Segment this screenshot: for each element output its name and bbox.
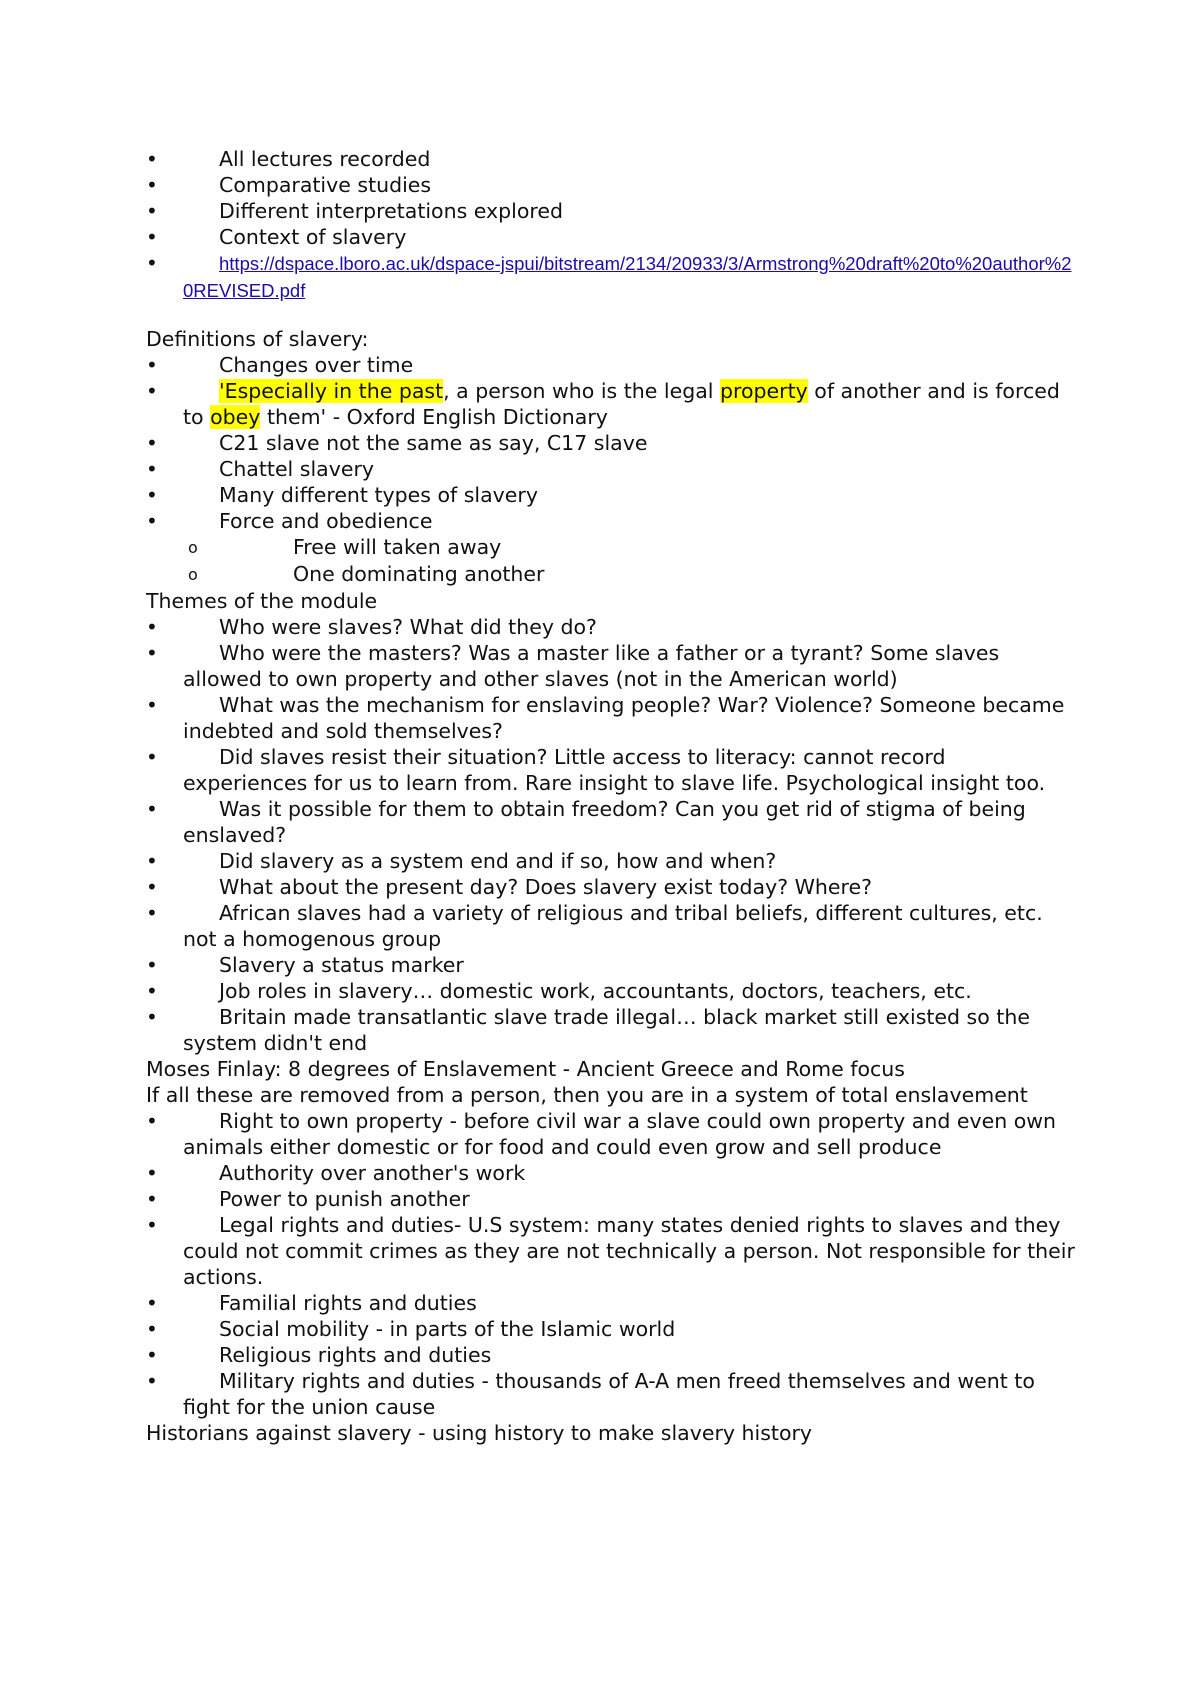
bullet-icon: •: [146, 849, 158, 873]
bullet-icon: •: [146, 1005, 158, 1029]
list-item: • Familial rights and duties: [146, 1291, 477, 1315]
bullet-icon: •: [146, 1291, 158, 1315]
closing-line: Historians against slavery - using history to make slavery history: [146, 1421, 813, 1445]
bullet-icon: •: [146, 1369, 158, 1393]
list-item: • Did slavery as a system end and if so, how and when?: [146, 849, 777, 873]
bullet-icon: •: [146, 483, 158, 507]
list-item: • Britain made transatlantic slave trade illegal… black market still existed so the system didn't end: [146, 1005, 1030, 1055]
list-item: • Comparative studies: [146, 173, 432, 197]
highlight: obey: [210, 405, 261, 429]
bullet-icon: •: [146, 1213, 158, 1237]
list-item: • Legal rights and duties- U.S system: many states denied rights to slaves and they could not commit crimes as they are not technically a person. Not responsible for their actions.: [146, 1213, 1075, 1289]
reference-link[interactable]: https://dspace.lboro.ac.uk/dspace-jspui/bitstream/2134/20933/3/Armstrong%20draft%20to%20author%20REVISED.pdf: [183, 253, 1072, 301]
notes-body: [146, 146, 1076, 1446]
section-heading: Themes of the module: [146, 589, 378, 613]
list-item: • Did slaves resist their situation? Little access to literacy: cannot record experiences for us to learn from. Rare insight to slave life. Psychological insight too.: [146, 745, 1046, 795]
list-item: • Changes over time: [146, 353, 414, 377]
bullet-icon: •: [146, 1317, 158, 1341]
list-item: • Who were the masters? Was a master like a father or a tyrant? Some slaves allowed to own property and other slaves (not in the American world): [146, 641, 1000, 691]
bullet-icon: •: [146, 901, 158, 925]
bullet-icon: •: [146, 615, 158, 639]
bullet-icon: •: [146, 745, 158, 769]
list-item: • Slavery a status marker: [146, 953, 464, 977]
bullet-icon: •: [146, 147, 158, 171]
list-item: • Context of slavery: [146, 225, 407, 249]
bullet-icon: •: [146, 1109, 158, 1133]
list-item: • Was it possible for them to obtain freedom? Can you get rid of stigma of being enslaved?: [146, 797, 1026, 847]
bullet-icon: •: [146, 251, 158, 275]
list-item: • C21 slave not the same as say, C17 slave: [146, 431, 648, 455]
bullet-icon: •: [146, 509, 158, 533]
list-item: • Job roles in slavery… domestic work, accountants, doctors, teachers, etc.: [146, 979, 972, 1003]
finlay-list: [146, 1108, 1076, 1420]
oed-definition: 'Especially in the past, a person who is the legal property of another and is forced to obey them' - Oxford English Dictionary: [183, 379, 1060, 429]
bullet-icon: •: [146, 225, 158, 249]
bullet-icon: •: [146, 1187, 158, 1211]
list-item: • Many different types of slavery: [146, 483, 538, 507]
paragraph: If all these are removed from a person, then you are in a system of total enslavement: [146, 1083, 1028, 1107]
list-item: • Who were slaves? What did they do?: [146, 615, 597, 639]
themes-list: [146, 614, 1076, 1056]
list-item: • Right to own property - before civil war a slave could own property and even own animals either domestic or for food and could even grow and sell produce: [146, 1109, 1057, 1159]
list-item: • Different interpretations explored: [146, 199, 564, 223]
list-item: • What was the mechanism for enslaving people? War? Violence? Someone became indebted and sold themselves?: [146, 693, 1065, 743]
list-item: • Power to punish another: [146, 1187, 470, 1211]
bullet-icon: •: [146, 875, 158, 899]
bullet-icon: •: [146, 379, 158, 403]
bullet-icon: •: [146, 199, 158, 223]
list-item: • Social mobility - in parts of the Islamic world: [146, 1317, 676, 1341]
highlight: property: [720, 379, 808, 403]
list-item: • Chattel slavery: [146, 457, 375, 481]
section-heading: Definitions of slavery:: [146, 327, 369, 351]
section-heading: Moses Finlay: 8 degrees of Enslavement - Ancient Greece and Rome focus: [146, 1057, 905, 1081]
bullet-icon: •: [146, 693, 158, 717]
bullet-icon: •: [146, 1161, 158, 1185]
highlight: 'Especially in the past: [219, 379, 444, 403]
sub-bullet-icon: o: [188, 538, 198, 557]
list-item: • Authority over another's work: [146, 1161, 526, 1185]
bullet-icon: •: [146, 431, 158, 455]
bullet-icon: •: [146, 1343, 158, 1367]
bullet-icon: •: [146, 353, 158, 377]
bullet-icon: •: [146, 641, 158, 665]
list-item: [146, 250, 1076, 304]
list-item: • All lectures recorded: [146, 147, 431, 171]
bullet-icon: •: [146, 797, 158, 821]
list-item: • Military rights and duties - thousands of A-A men freed themselves and went to fight for the union cause: [146, 1369, 1035, 1419]
list-item: • African slaves had a variety of religious and tribal beliefs, different cultures, etc. not a homogenous group: [146, 901, 1043, 951]
bullet-icon: •: [146, 979, 158, 1003]
sub-list-item: o One dominating another: [188, 562, 545, 586]
sub-list-item: o Free will taken away: [188, 535, 502, 559]
list-item: • Religious rights and duties: [146, 1343, 492, 1367]
list-item: • What about the present day? Does slavery exist today? Where?: [146, 875, 872, 899]
list-item: [146, 378, 1076, 430]
bullet-icon: •: [146, 953, 158, 977]
bullet-icon: •: [146, 457, 158, 481]
list-item: • Force and obedience: [146, 509, 433, 533]
bullet-icon: •: [146, 173, 158, 197]
sub-bullet-icon: o: [188, 565, 198, 584]
